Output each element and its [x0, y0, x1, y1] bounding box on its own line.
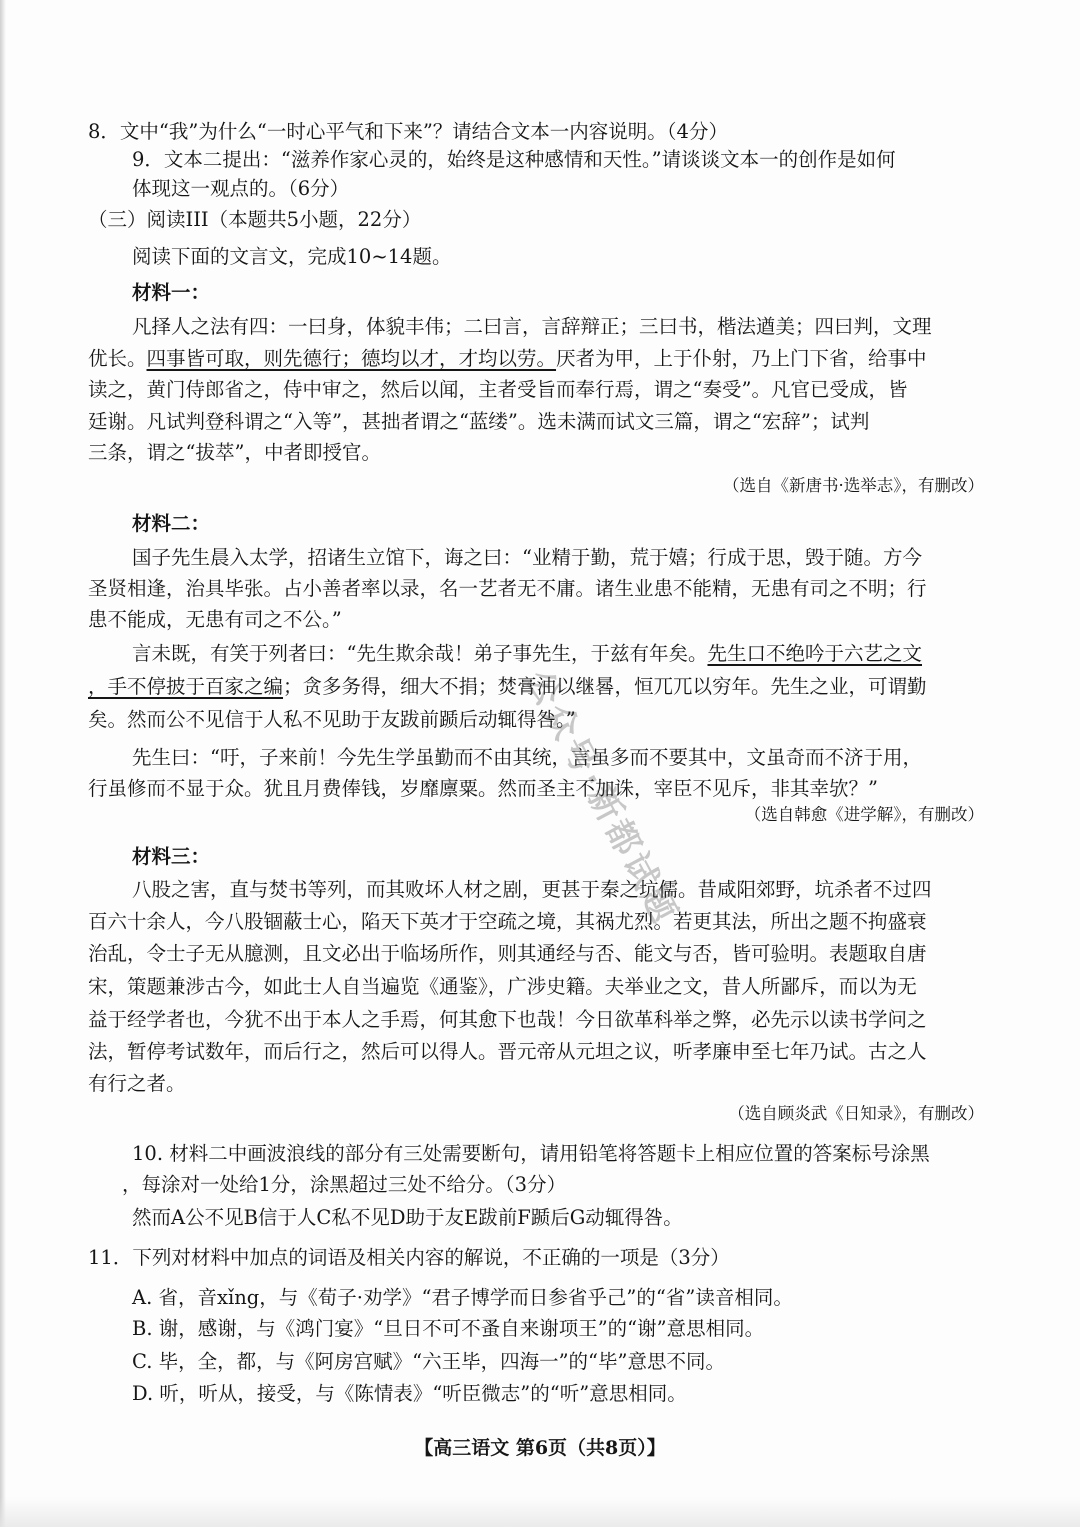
- material-3-line-2: 百六十余人，今八股锢蔽士心，陷天下英才于空疏之境，其祸尤烈。若更其法，所出之题不拘盛衰: [88, 910, 927, 933]
- material-3-title: 材料三：: [132, 845, 211, 868]
- page-edge-shadow: [0, 0, 6, 1527]
- material-3-source: （选自顾炎武《日知录》，有删改）: [728, 1104, 984, 1123]
- question-10-line-3: 然而A公不见B信于人C私不见D助于友E跋前F踬后G动辄得咎。: [132, 1206, 683, 1229]
- option-a: A. 省，音xǐng，与《荀子·劝学》“君子博学而日参省乎己”的“省”读音相同。: [132, 1286, 793, 1309]
- section-3-heading: （三）阅读III（本题共5小题，22分）: [88, 208, 422, 231]
- material-1-title: 材料一：: [132, 281, 211, 304]
- question-11: 11．下列对材料中加点的词语及相关内容的解说，不正确的一项是（3分）: [88, 1246, 730, 1269]
- page-bottom-shadow: [0, 1497, 1080, 1527]
- underlined-sentence-1: 四事皆可取，则先德行；德均以才，才均以劳。: [146, 347, 557, 370]
- material-2-line-6: 矣。然而公不见信于人私不见助于友跋前踬后动辄得咎。”: [88, 708, 576, 731]
- material-3-line-6: 法，暂停考试数年，而后行之，然后可以得人。晋元帝从元坦之议，听孝廉申至七年乃试。古之人: [88, 1040, 927, 1063]
- material-2-line-4: [132, 640, 922, 668]
- underlined-sentence-2a: 先生口不绝吟于六艺之文: [707, 642, 922, 665]
- material-2-line-4-pre: 言未既，有笑于列者曰：“先生欺余哉！弟子事先生，于兹有年矣。: [132, 642, 708, 665]
- material-2-line-1: 国子先生晨入太学，招诸生立馆下，诲之曰：“业精于勤，荒于嬉；行成于思，毁于随。方今: [132, 546, 922, 569]
- material-3-line-7: 有行之者。: [88, 1072, 186, 1095]
- question-10-line-1: 10. 材料二中画波浪线的部分有三处需要断句，请用铅笔将答题卡上相应位置的答案标号涂黑: [132, 1142, 930, 1165]
- material-2-line-5-post: ；贪多务得，细大不捐；焚膏油以继晷，恒兀兀以穷年。先生之业，可谓勤: [283, 675, 927, 698]
- material-2-source: （选自韩愈《进学解》，有删改）: [744, 805, 984, 824]
- material-2-line-3: 患不能成，无患有司之不公。”: [88, 608, 342, 631]
- material-1-line-4: 廷谢。凡试判登科谓之“入等”，甚拙者谓之“蓝缕”。选未满而试文三篇，谓之“宏辞”；试判: [88, 410, 870, 433]
- question-9-line-1: 9．文本二提出：“滋养作家心灵的，始终是这种感情和天性。”请谈谈文本一的创作是如何: [132, 148, 896, 171]
- material-3-line-3: 治乱，令士子无从臆测，且文必出于临场所作，则其通经与否、能文与否，皆可验明。表题取自唐: [88, 942, 927, 965]
- material-1-line-2-post: 厌者为甲，上于仆射，乃上门下省，给事中: [556, 347, 927, 370]
- material-3-line-1: 八股之害，直与焚书等列，而其败坏人材之剧，更甚于秦之坑儒。昔咸阳郊野，坑杀者不过四: [132, 878, 932, 901]
- material-1-line-2: [88, 345, 927, 373]
- material-1-line-2-pre: 优长。: [88, 347, 147, 370]
- material-2-line-7: 先生曰：“吁，子来前！今先生学虽勤而不由其统，言虽多而不要其中，文虽奇而不济于用，: [132, 746, 922, 769]
- material-2-line-8: 行虽修而不显于众。犹且月费俸钱，岁靡廪粟。然而圣主不加诛，宰臣不见斥，非其幸欤？”: [88, 777, 878, 800]
- option-c: C. 毕，全，都，与《阿房宫赋》“六王毕，四海一”的“毕”意思不同。: [132, 1350, 725, 1373]
- material-1-line-5: 三条，谓之“拔萃”，中者即授官。: [88, 441, 381, 464]
- material-2-line-5: [88, 673, 927, 701]
- question-9-line-2: 体现这一观点的。（6分）: [132, 177, 350, 200]
- material-1-source: （选自《新唐书·选举志》，有删改）: [723, 476, 984, 495]
- material-1-line-1: 凡择人之法有四：一曰身，体貌丰伟；二曰言，言辞辩正；三曰书，楷法遒美；四曰判，文理: [132, 315, 932, 338]
- page-footer: 【高三语文 第6页（共8页）】: [414, 1437, 666, 1459]
- material-3-line-4: 宋，策题兼涉古今，如此士人自当遍览《通鉴》，广涉史籍。夫举业之文，昔人所鄙斥，而以为无: [88, 975, 917, 998]
- material-1-line-3: 读之，黄门侍郎省之，侍中审之，然后以闻，主者受旨而奉行焉，谓之“奏受”。凡官已受成，皆: [88, 378, 908, 401]
- question-10-line-2: ，每涂对一处给1分，涂黑超过三处不给分。（3分）: [122, 1173, 567, 1196]
- underlined-sentence-2b: ，手不停披于百家之编: [88, 675, 284, 698]
- option-b: B. 谢，感谢，与《鸿门宴》“旦日不可不蚤自来谢项王”的“谢”意思相同。: [132, 1317, 765, 1340]
- material-3-line-5: 益于经学者也，今犹不出于本人之手焉，何其愈下也哉！今日欲革科举之弊，必先示以读书学问之: [88, 1008, 927, 1031]
- material-2-line-2: 圣贤相逢，治具毕张。占小善者率以录，名一艺者无不庸。诸生业患不能精，无患有司之不明；行: [88, 577, 927, 600]
- question-8: 8．文中“我”为什么“一时心平气和下来”？请结合文本一内容说明。（4分）: [88, 120, 728, 143]
- material-2-title: 材料二：: [132, 512, 211, 535]
- watermark-text: 公众号·新都试题: [517, 663, 686, 933]
- reading-intro: 阅读下面的文言文，完成10~14题。: [132, 245, 452, 268]
- option-d: D. 听，听从，接受，与《陈情表》“听臣微志”的“听”意思相同。: [132, 1382, 687, 1405]
